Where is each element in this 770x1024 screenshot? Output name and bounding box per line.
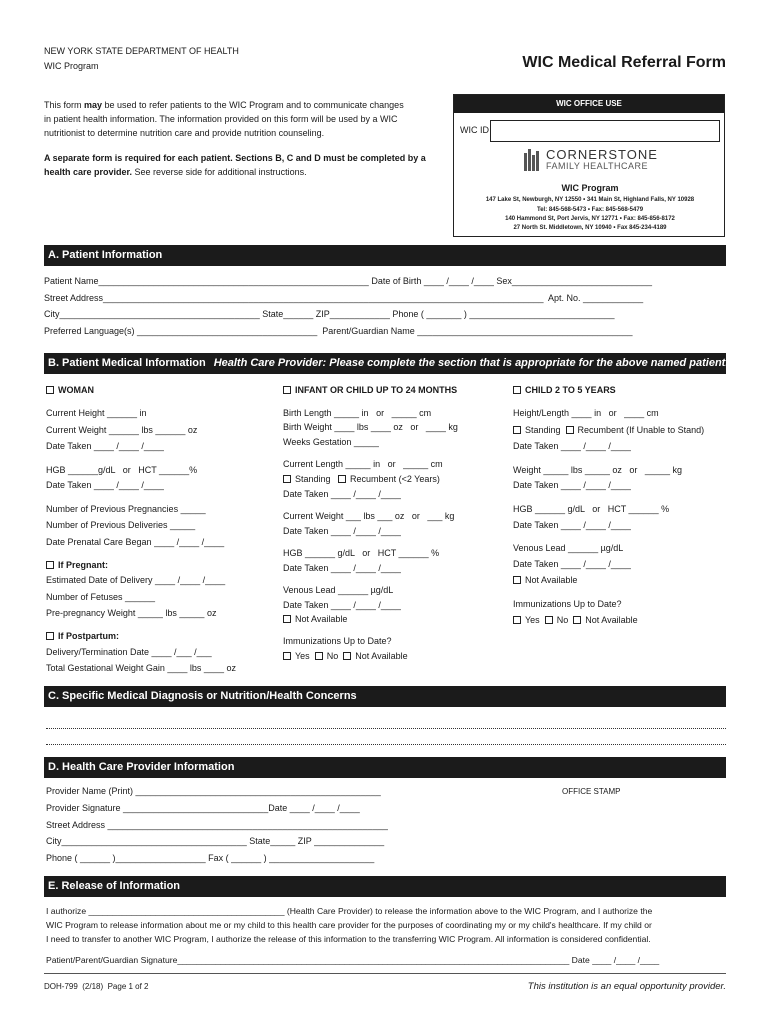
infant-field[interactable]: Date Taken ____ /____ /____	[283, 563, 401, 573]
intro-emphasis: may	[84, 100, 103, 110]
child-field[interactable]: Venous Lead ______ µg/dL	[513, 543, 624, 553]
woman-field[interactable]: Current Height ______ in	[46, 408, 147, 418]
provider-street-line[interactable]: Street Address ________________________________________________________	[46, 820, 388, 830]
logo-name: CORNERSTONE	[546, 147, 658, 162]
child-field[interactable]: Height/Length ____ in or ____ cm	[513, 408, 659, 418]
child-header[interactable]	[513, 385, 616, 395]
wic-id-label: WIC ID	[460, 125, 489, 135]
provider-name-line[interactable]: Provider Name (Print) _________________________________________________	[46, 786, 381, 796]
wic-office-use-box	[453, 94, 725, 237]
section-c-title: C. Specific Medical Diagnosis or Nutrition/Health Concerns	[48, 690, 357, 702]
child-label: CHILD 2 TO 5 YEARS	[525, 385, 616, 395]
not-available-checkbox[interactable]	[343, 652, 351, 660]
infant-field[interactable]: Venous Lead ______ µg/dL	[283, 585, 394, 595]
section-b-header	[44, 353, 729, 374]
intro-bold-2: health care provider.	[44, 167, 133, 177]
intro-bold-1: A separate form is required for each patient. Sections B, C and D must be completed by a	[44, 153, 426, 163]
patient-name-line[interactable]: Patient Name______________________________________________________ Date of Birth ____ /____ /____ Sex____________________________	[44, 276, 653, 286]
release-line-3: I need to transfer to another WIC Program, I authorize the release of this information to the transferring WIC Program. All information is considered confidential.	[46, 934, 651, 944]
no-label: No	[556, 615, 569, 625]
office-address-1: 147 Lake St, Newburgh, NY 12550 • 341 Main St, Highland Falls, NY 10928	[485, 197, 695, 203]
infant-field[interactable]: Date Taken ____ /____ /____	[283, 600, 401, 610]
infant-field[interactable]: Date Taken ____ /____ /____	[283, 526, 401, 536]
infant-field[interactable]: Weeks Gestation _____	[283, 437, 379, 447]
postpartum-field[interactable]: Delivery/Termination Date ____ /___ /___	[46, 647, 212, 657]
recumbent-checkbox[interactable]	[566, 426, 574, 434]
intro-line-3: nutritionist to determine nutrition care and provide nutrition counseling.	[44, 128, 325, 138]
postpartum-checkbox[interactable]	[46, 632, 54, 640]
standing-label: Standing	[295, 474, 331, 484]
child-field[interactable]: Date Taken ____ /____ /____	[513, 441, 631, 451]
section-b-instructions: Health Care Provider: Please complete the section that is appropriate for the above named patient.	[213, 357, 729, 369]
intro-see-reverse: See reverse side for additional instructions.	[132, 167, 307, 177]
woman-label: WOMAN	[58, 385, 94, 395]
woman-field[interactable]: Number of Previous Pregnancies _____	[46, 504, 206, 514]
section-b-title	[48, 357, 728, 369]
office-address-3: 140 Hammond St, Port Jervis, NY 12771 • Fax: 845-856-8172	[505, 216, 675, 222]
not-available-checkbox[interactable]	[283, 615, 291, 623]
not-available-label: Not Available	[585, 615, 638, 625]
if-pregnant[interactable]	[46, 560, 108, 570]
diagnosis-line-2[interactable]	[46, 744, 726, 745]
woman-header[interactable]	[46, 385, 94, 395]
woman-field[interactable]: Date Prenatal Care Began ____ /____ /____	[46, 537, 225, 547]
section-d-header	[44, 757, 726, 778]
not-available-label: Not Available	[525, 575, 578, 585]
if-postpartum[interactable]	[46, 631, 119, 641]
office-address-4: 27 North St. Middletown, NY 10940 • Fax 845-234-4189	[513, 225, 667, 231]
intro-line-4	[44, 167, 307, 177]
postpartum-field[interactable]: Total Gestational Weight Gain ____ lbs ____ oz	[46, 663, 236, 673]
child-field[interactable]: HGB ______ g/dL or HCT ______ %	[513, 504, 670, 514]
provider-signature-line[interactable]: Provider Signature _____________________________Date ____ /____ /____	[46, 803, 360, 813]
language-guardian-line[interactable]: Preferred Language(s) ____________________________________ Parent/Guardian Name ___________________________________________	[44, 326, 633, 336]
provider-city-line[interactable]: City_____________________________________ State_____ ZIP ______________	[46, 836, 385, 846]
intro-line-2: in patient health information. The information provided on this form will be used by a WIC	[44, 114, 398, 124]
no-checkbox[interactable]	[315, 652, 323, 660]
infant-field[interactable]: Current Length _____ in or _____ cm	[283, 459, 443, 469]
yes-label: Yes	[295, 651, 310, 661]
child-field[interactable]: Date Taken ____ /____ /____	[513, 480, 631, 490]
wic-program-label: WIC Program	[561, 183, 619, 193]
pregnant-checkbox[interactable]	[46, 561, 54, 569]
yes-checkbox[interactable]	[283, 652, 291, 660]
woman-field[interactable]: Date Taken ____ /____ /____	[46, 480, 164, 490]
form-title: WIC Medical Referral Form	[522, 54, 726, 71]
child-measure-options[interactable]	[513, 425, 704, 435]
woman-field[interactable]: Number of Previous Deliveries _____	[46, 520, 196, 530]
infant-lead-na[interactable]	[283, 614, 347, 624]
office-stamp-label: OFFICE STAMP	[562, 787, 621, 796]
section-b-label: B. Patient Medical Information	[48, 357, 206, 369]
pregnant-label: If Pregnant:	[58, 560, 109, 570]
infant-field[interactable]: Date Taken ____ /____ /____	[283, 489, 401, 499]
infant-measure-options[interactable]	[283, 474, 440, 484]
infant-field[interactable]: Birth Weight ____ lbs ____ oz or ____ kg	[283, 422, 458, 432]
city-state-zip-line[interactable]: City________________________________________ State______ ZIP____________ Phone ( _______ ) _____________________________	[44, 309, 615, 319]
section-a-title: A. Patient Information	[48, 249, 163, 261]
infant-imm-label: Immunizations Up to Date?	[283, 636, 392, 646]
intro-line-1: This form may be used to refer patients to the WIC Program and to communicate changes	[44, 100, 404, 110]
child-imm-label: Immunizations Up to Date?	[513, 599, 622, 609]
equal-opportunity-statement: This institution is an equal opportunity provider.	[527, 981, 726, 992]
standing-checkbox[interactable]	[513, 426, 521, 434]
recumbent-label: Recumbent (If Unable to Stand)	[577, 425, 705, 435]
pregnant-field[interactable]: Number of Fetuses ______	[46, 592, 156, 602]
release-line-2: WIC Program to release information about me or my child to this health care provider for the purposes of coordinating my or my child's healthcare. If my child or	[46, 920, 652, 930]
woman-field[interactable]: Current Weight ______ lbs ______ oz	[46, 425, 198, 435]
child-field[interactable]: Weight _____ lbs _____ oz or _____ kg	[513, 465, 682, 475]
section-d-title: D. Health Care Provider Information	[48, 761, 235, 773]
recumbent-checkbox[interactable]	[338, 475, 346, 483]
no-checkbox[interactable]	[545, 616, 553, 624]
postpartum-label: If Postpartum:	[58, 631, 120, 641]
standing-checkbox[interactable]	[283, 475, 291, 483]
section-a-header	[44, 245, 726, 266]
cornerstone-logo	[524, 147, 658, 173]
not-available-label: Not Available	[355, 651, 408, 661]
guardian-signature-line[interactable]: Patient/Parent/Guardian Signature__________________________________________________________________________________ Date ____ /____ /____	[46, 955, 660, 965]
woman-field[interactable]: HGB ______g/dL or HCT ______%	[46, 465, 198, 475]
child-lead-na[interactable]	[513, 575, 577, 585]
not-available-checkbox[interactable]	[573, 616, 581, 624]
infant-label: INFANT OR CHILD UP TO 24 MONTHS	[295, 385, 458, 395]
infant-header[interactable]	[283, 385, 457, 395]
yes-label: Yes	[525, 615, 540, 625]
form-number: DOH-799 (2/18) Page 1 of 2	[44, 982, 149, 991]
child-field[interactable]: Date Taken ____ /____ /____	[513, 520, 631, 530]
street-address-line[interactable]: Street Address________________________________________________________________________________________ Apt. No. ____________	[44, 293, 644, 303]
infant-field[interactable]: HGB ______ g/dL or HCT ______ %	[283, 548, 440, 558]
pregnant-field[interactable]: Estimated Date of Delivery ____ /____ /____	[46, 575, 226, 585]
not-available-label: Not Available	[295, 614, 348, 624]
section-e-header	[44, 876, 726, 897]
program-name: WIC Program	[44, 61, 99, 71]
child-checkbox[interactable]	[513, 386, 521, 394]
woman-checkbox[interactable]	[46, 386, 54, 394]
office-address-2: Tel: 845-568-5473 • Fax: 845-568-5479	[536, 207, 644, 213]
release-line-1[interactable]: I authorize _________________________________________ (Health Care Provider) to release the information above to the WIC Program, and I authorize the	[46, 906, 653, 916]
logo-subtitle: FAMILY HEALTHCARE	[546, 161, 649, 171]
department-name: NEW YORK STATE DEPARTMENT OF HEALTH	[44, 46, 239, 56]
section-c-header	[44, 686, 726, 707]
woman-field[interactable]: Date Taken ____ /____ /____	[46, 441, 164, 451]
wic-id-field[interactable]	[490, 120, 720, 142]
child-field[interactable]: Date Taken ____ /____ /____	[513, 559, 631, 569]
infant-imm-options[interactable]	[283, 651, 408, 661]
no-label: No	[326, 651, 339, 661]
infant-field[interactable]: Current Weight ___ lbs ___ oz or ___ kg	[283, 511, 455, 521]
pregnant-field[interactable]: Pre-pregnancy Weight _____ lbs _____ oz	[46, 608, 217, 618]
standing-label: Standing	[525, 425, 561, 435]
footer-rule	[44, 973, 726, 974]
office-use-header: WIC OFFICE USE	[454, 95, 724, 113]
diagnosis-line-1[interactable]	[46, 728, 726, 729]
provider-phone-line[interactable]: Phone ( ______ )__________________ Fax ( ______ ) _____________________	[46, 853, 375, 863]
infant-field[interactable]: Birth Length _____ in or _____ cm	[283, 408, 432, 418]
section-e-title: E. Release of Information	[48, 880, 181, 892]
infant-checkbox[interactable]	[283, 386, 291, 394]
yes-checkbox[interactable]	[513, 616, 521, 624]
child-imm-options[interactable]	[513, 615, 638, 625]
not-available-checkbox[interactable]	[513, 576, 521, 584]
recumbent-label: Recumbent (<2 Years)	[350, 474, 440, 484]
